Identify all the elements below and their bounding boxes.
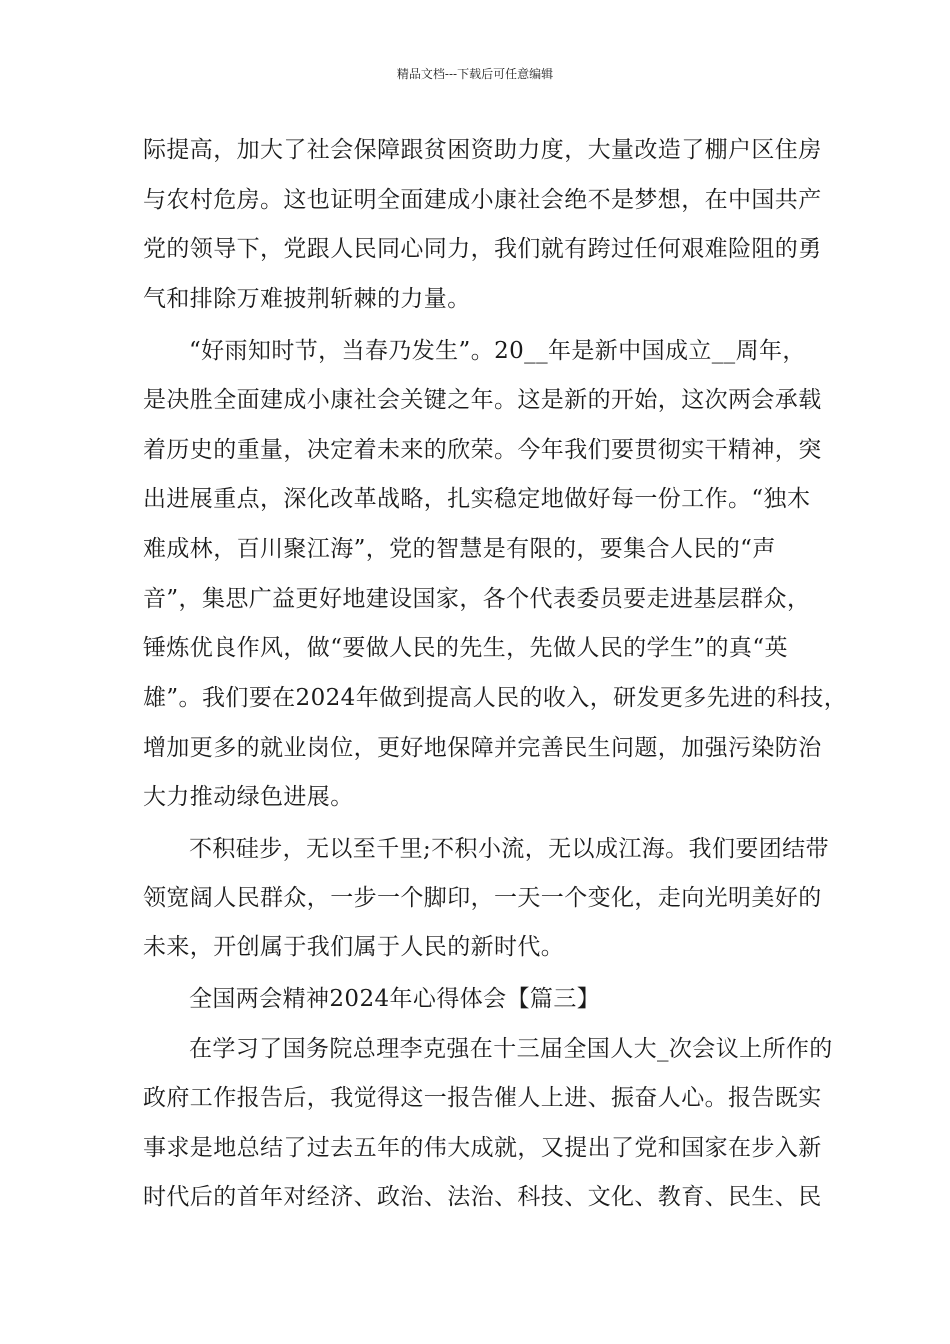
text-line: 在学习了国务院总理李克强在十三届全国人大_次会议上所作的 (189, 1036, 833, 1062)
text-line: 事求是地总结了过去五年的伟大成就，又提出了党和国家在步入新 (143, 1135, 822, 1161)
text-line: 时代后的首年对经济、政治、法治、科技、文化、教育、民生、民 (143, 1184, 822, 1210)
text-line: 未来，开创属于我们属于人民的新时代。 (143, 934, 565, 960)
text-line: 雄”。我们要在2024年做到提高人民的收入，研发更多先进的科技， (143, 685, 848, 711)
text-line: 党的领导下，党跟人民同心同力，我们就有跨过任何艰难险阻的勇 (143, 236, 822, 262)
section-heading: 全国两会精神2024年心得体会【篇三】 (189, 986, 601, 1012)
text-line: 是决胜全面建成小康社会关键之年。这是新的开始，这次两会承载 (143, 387, 822, 413)
text-line: 难成林，百川聚江海”，党的智慧是有限的，要集合人民的“声 (143, 536, 776, 562)
text-line: 与农村危房。这也证明全面建成小康社会绝不是梦想，在中国共产 (143, 187, 822, 213)
text-line: 领宽阔人民群众，一步一个脚印，一天一个变化，走向光明美好的 (143, 885, 822, 911)
text-line: 气和排除万难披荆斩棘的力量。 (143, 286, 471, 312)
text-line: 着历史的重量，决定着未来的欣荣。今年我们要贯彻实干精神，突 (143, 437, 822, 463)
text-line: 政府工作报告后，我觉得这一报告催人上进、振奋人心。报告既实 (143, 1085, 822, 1111)
text-line: 锤炼优良作风，做“要做人民的先生，先做人民的学生”的真“英 (143, 635, 788, 661)
text-line: 增加更多的就业岗位，更好地保障并完善民生问题，加强污染防治 (143, 735, 822, 761)
text-line: 际提高，加大了社会保障跟贫困资助力度，大量改造了棚户区住房 (143, 137, 822, 163)
text-line: “好雨知时节，当春乃发生”。20__年是新中国成立__周年， (189, 338, 806, 364)
page-header: 精品文档---下载后可任意编辑 (396, 67, 554, 81)
text-line: 音”，集思广益更好地建设国家，各个代表委员要走进基层群众， (143, 586, 811, 612)
text-line: 出进展重点，深化改革战略，扎实稳定地做好每一份工作。“独木 (143, 486, 811, 512)
text-line: 不积硅步，无以至千里;不积小流，无以成江海。我们要团结带 (189, 836, 829, 862)
text-line: 大力推动绿色进展。 (143, 784, 354, 810)
